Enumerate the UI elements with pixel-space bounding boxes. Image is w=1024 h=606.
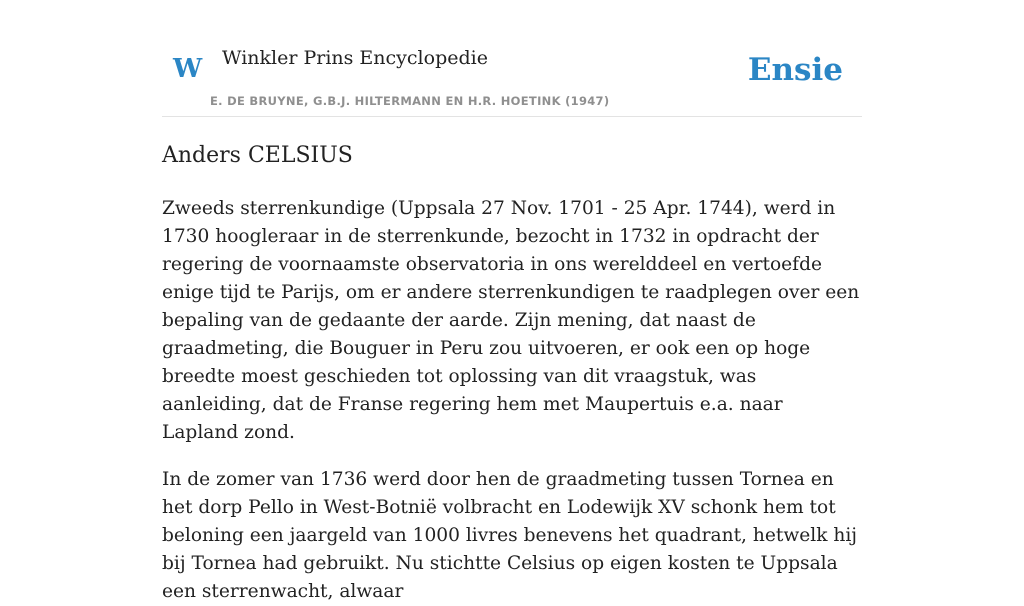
article-paragraph: In de zomer van 1736 werd door hen de graadmeting tussen Tornea en het dorp Pello in West-Botnië volbracht en Lodewijk XV schonk hem tot beloning een jaargeld van 1000 livres benevens het quadrant, hetwelk hij bij Tornea had gebruikt. Nu stichtte Celsius op eigen kosten te Uppsala een sterrenwacht, alwaar	[162, 469, 858, 602]
site-title[interactable]: Winkler Prins Encyclopedie	[222, 47, 488, 69]
winkler-prins-logo-icon[interactable]: W	[173, 54, 203, 84]
ensie-brand-link[interactable]: Ensie	[747, 52, 843, 88]
article-paragraph: Zweeds sterrenkundige (Uppsala 27 Nov. 1701 - 25 Apr. 1744), werd in 1730 hoogleraar in de sterrenkunde, bezocht in 1732 in opdracht der regering de voornaamste observatoria in ons werelddeel en vertoefde enige tijd te Parijs, om er andere sterrenkundigen te raadplegen over een bepaling van de gedaante der aarde. Zijn mening, dat naast de graadmeting, die Bouguer in Peru zou uitvoeren, er ook een op hoge breedte moest geschieden tot oplossing van dit vraagstuk, was aanleiding, dat de Franse regering hem met Maupertuis e.a. naar Lapland zond.	[162, 198, 860, 443]
article-body	[162, 195, 862, 606]
site-header	[162, 0, 862, 117]
article-title: Anders CELSIUS	[162, 143, 353, 168]
site-subtitle: E. DE BRUYNE, G.B.J. HILTERMANN EN H.R. HOETINK (1947)	[210, 94, 610, 108]
page-container	[162, 0, 862, 606]
